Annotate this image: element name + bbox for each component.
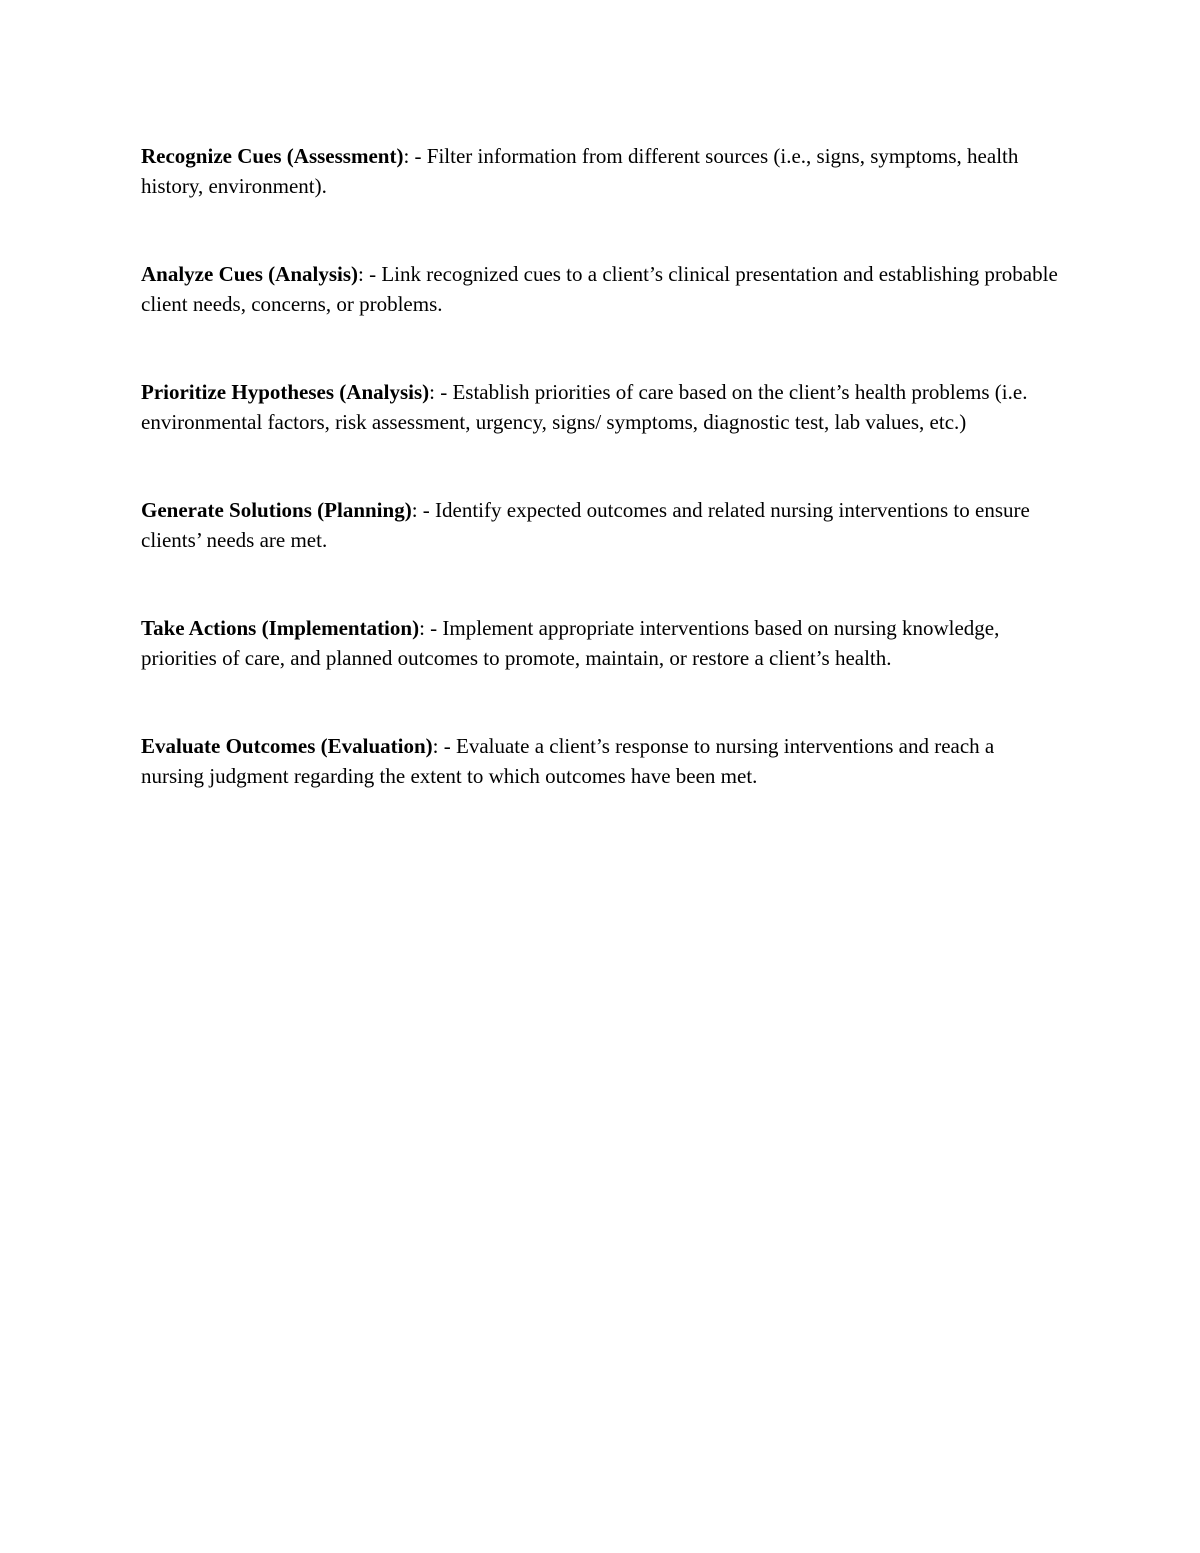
entry-recognize-cues — [141, 141, 1061, 201]
entry-take-actions — [141, 613, 1061, 673]
entry-term: Generate Solutions (Planning) — [141, 498, 412, 522]
entry-term: Analyze Cues (Analysis) — [141, 262, 359, 286]
entry-definition: Link recognized cues to a client’s clinical presentation and establishing probable client needs, concerns, or problems. — [141, 262, 1058, 316]
entry-term: Take Actions (Implementation) — [141, 616, 420, 640]
entry-separator: : - — [411, 498, 436, 522]
entry-definition: Identify expected outcomes and related nursing interventions to ensure clients’ needs are met. — [141, 498, 1030, 552]
entry-term: Recognize Cues (Assessment) — [141, 144, 404, 168]
entry-definition: Establish priorities of care based on the client’s health problems (i.e. environmental factors, risk assessment, urgency, signs/ symptoms, diagnostic test, lab values, etc.) — [141, 380, 1028, 434]
entry-generate-solutions — [141, 495, 1061, 555]
entry-term: Evaluate Outcomes (Evaluation) — [141, 734, 433, 758]
entry-evaluate-outcomes — [141, 731, 1061, 791]
entry-definition: Implement appropriate interventions based on nursing knowledge, priorities of care, and planned outcomes to promote, maintain, or restore a client’s health. — [141, 616, 1000, 670]
entry-definition: Evaluate a client’s response to nursing interventions and reach a nursing judgment regarding the extent to which outcomes have been met. — [141, 734, 995, 788]
entry-separator: : - — [432, 734, 456, 758]
entry-definition: Filter information from different sources (i.e., signs, symptoms, health history, environment). — [141, 144, 1019, 198]
entry-separator: : - — [403, 144, 427, 168]
document-body — [141, 141, 1061, 849]
entry-analyze-cues — [141, 259, 1061, 319]
entry-separator: : - — [358, 262, 382, 286]
entry-prioritize-hypotheses — [141, 377, 1061, 437]
entry-separator: : - — [419, 616, 443, 640]
entry-term: Prioritize Hypotheses (Analysis) — [141, 380, 430, 404]
entry-separator: : - — [429, 380, 453, 404]
